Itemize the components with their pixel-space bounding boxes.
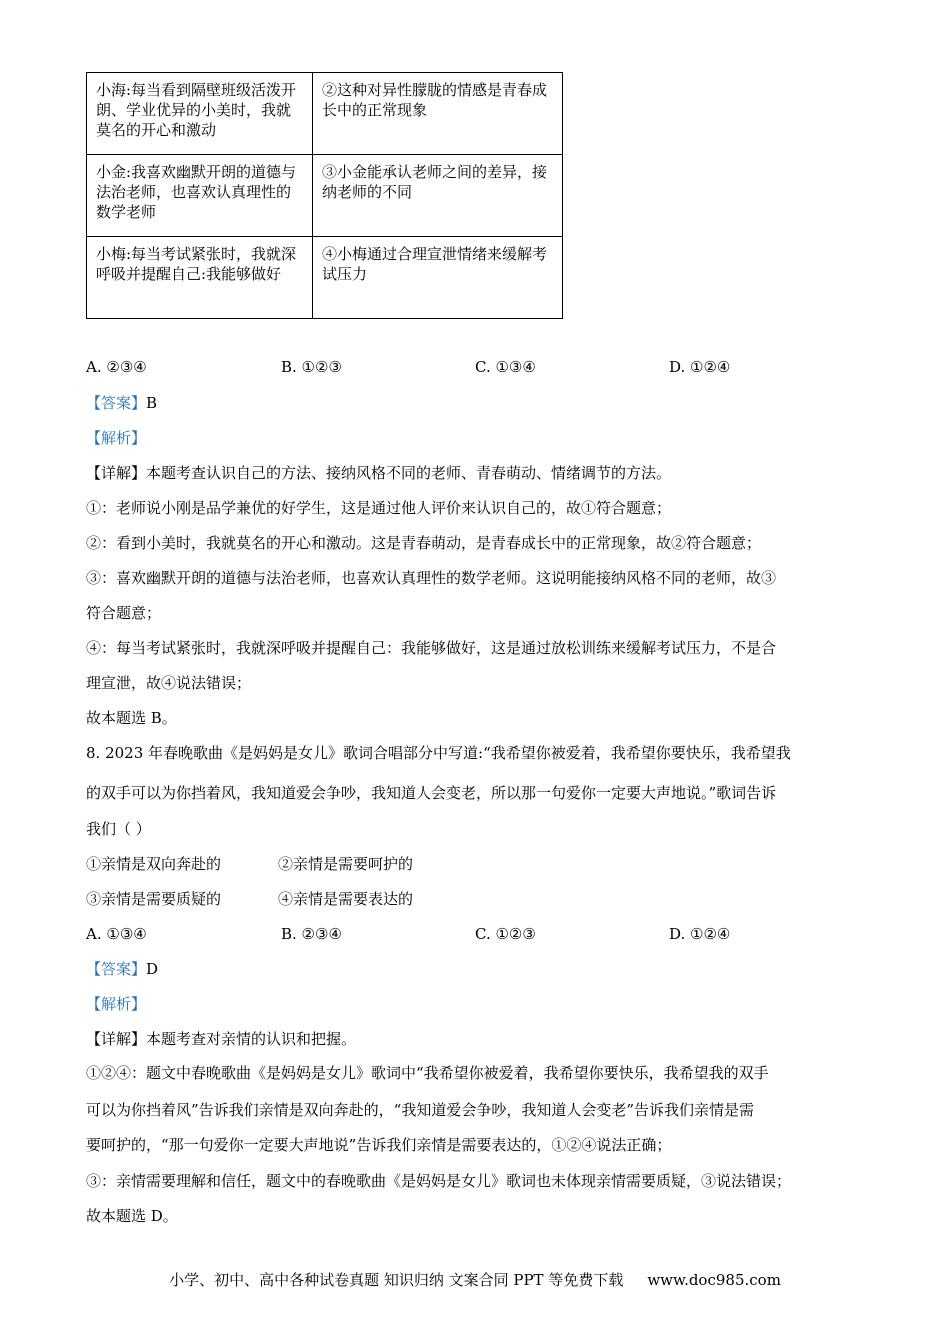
q7-option-a: A. ②③④ xyxy=(86,358,147,376)
q7-line: ③：喜欢幽默开朗的道德与法治老师，也喜欢认真理性的数学老师。这说明能接纳风格不同的老师，故③ xyxy=(86,569,777,587)
q7-answer xyxy=(86,393,157,413)
footer-text: 小学、初中、高中各种试卷真题 知识归纳 文案合同 PPT 等免费下载 xyxy=(169,1271,624,1289)
answer-label: 【答案】 xyxy=(86,960,147,978)
q8-option-b: B. ②③④ xyxy=(281,925,342,943)
table-cell-right: ②这种对异性朦胧的情感是青春成长中的正常现象 xyxy=(313,73,563,155)
table-row xyxy=(87,155,563,237)
q7-line: ①：老师说小刚是品学兼优的好学生，这是通过他人评价来认识自己的，故①符合题意； xyxy=(86,499,672,517)
q8-line: ③：亲情需要理解和信任，题文中的春晚歌曲《是妈妈是女儿》歌词也未体现亲情需要质疑，③说法错误； xyxy=(86,1172,792,1190)
q7-option-b: B. ①②③ xyxy=(281,358,342,376)
q7-option-d: D. ①②④ xyxy=(669,358,731,376)
page-footer xyxy=(0,1269,950,1290)
question-table xyxy=(86,72,563,319)
table-row xyxy=(87,237,563,319)
q8-option-a: A. ①③④ xyxy=(86,925,147,943)
q7-line: ④：每当考试紧张时，我就深呼吸并提醒自己：我能够做好，这是通过放松训练来缓解考试压力，不是合 xyxy=(86,639,777,657)
q8-statement-4: ④亲情是需要表达的 xyxy=(278,890,414,908)
q7-line: 符合题意； xyxy=(86,604,162,622)
table-cell-left: 小金:我喜欢幽默开朗的道德与法治老师，也喜欢认真理性的数学老师 xyxy=(87,155,313,237)
q8-option-c: C. ①②③ xyxy=(475,925,536,943)
q8-stem-line: 的双手可以为你挡着风，我知道爱会争吵，我知道人会变老，所以那一句爱你一定要大声地说。”歌词告诉 xyxy=(86,784,777,802)
q8-stem-line: 8. 2023 年春晚歌曲《是妈妈是女儿》歌词合唱部分中写道:“我希望你被爱着，我希望你要快乐，我希望我 xyxy=(86,744,791,762)
table-cell-left: 小梅:每当考试紧张时，我就深呼吸并提醒自己:我能够做好 xyxy=(87,237,313,319)
detail-text: 本题考查对亲情的认识和把握。 xyxy=(146,1030,357,1048)
q8-detail xyxy=(86,1029,356,1049)
footer-url[interactable]: www.doc985.com xyxy=(647,1271,781,1289)
q8-analysis-label: 【解析】 xyxy=(86,995,147,1013)
q7-line: 故本题选 B。 xyxy=(86,709,177,727)
q7-detail xyxy=(86,463,671,483)
table-cell-right: ③小金能承认老师之间的差异，接纳老师的不同 xyxy=(313,155,563,237)
q8-line: ①②④：题文中春晚歌曲《是妈妈是女儿》歌词中“我希望你被爱着，我希望你要快乐，我希望我的双手 xyxy=(86,1064,769,1082)
q7-line: 理宣泄，故④说法错误； xyxy=(86,674,252,692)
q8-line: 要呵护的，“那一句爱你一定要大声地说”告诉我们亲情是需要表达的，①②④说法正确； xyxy=(86,1136,672,1154)
table-row xyxy=(87,73,563,155)
answer-value: B xyxy=(146,394,158,412)
table-cell-right: ④小梅通过合理宣泄情绪来缓解考试压力 xyxy=(313,237,563,319)
q8-line: 故本题选 D。 xyxy=(86,1207,178,1225)
detail-label: 【详解】 xyxy=(86,1030,147,1048)
detail-label: 【详解】 xyxy=(86,464,147,482)
detail-text: 本题考查认识自己的方法、接纳风格不同的老师、青春萌动、情绪调节的方法。 xyxy=(146,464,672,482)
table-cell-left: 小海:每当看到隔壁班级活泼开朗、学业优异的小美时，我就莫名的开心和激动 xyxy=(87,73,313,155)
q8-answer xyxy=(86,959,158,979)
answer-label: 【答案】 xyxy=(86,394,147,412)
q8-stem-line: 我们（ ） xyxy=(86,820,151,838)
answer-value: D xyxy=(146,960,159,978)
q7-option-c: C. ①③④ xyxy=(475,358,536,376)
q8-statement-2: ②亲情是需要呵护的 xyxy=(278,855,414,873)
q8-line: 可以为你挡着风”告诉我们亲情是双向奔赴的，“我知道爱会争吵，我知道人会变老”告诉我们亲情是需 xyxy=(86,1101,755,1119)
q7-line: ②：看到小美时，我就莫名的开心和激动。这是青春萌动，是青春成长中的正常现象，故②符合题意； xyxy=(86,534,762,552)
q8-option-d: D. ①②④ xyxy=(669,925,731,943)
q8-statement-3: ③亲情是需要质疑的 xyxy=(86,890,222,908)
q8-statement-1: ①亲情是双向奔赴的 xyxy=(86,855,222,873)
q7-analysis-label: 【解析】 xyxy=(86,429,147,447)
